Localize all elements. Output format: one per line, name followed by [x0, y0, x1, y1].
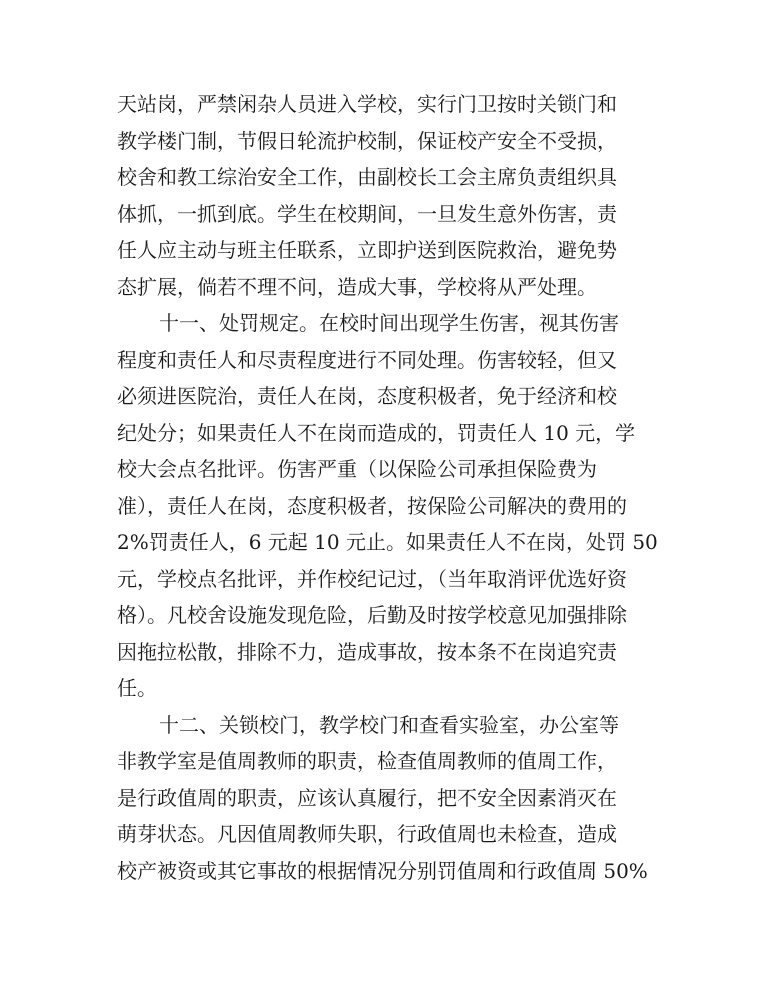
text-line: 因拖拉松散，排除不力，造成事故，按本条不在岗追究责 — [117, 639, 617, 664]
text-line: 必须进医院治，责任人在岗，态度积极者，免于经济和校 — [117, 384, 617, 408]
text-line: 任人应主动与班主任联系，立即护送到医院救治，避免势 — [117, 238, 617, 262]
text-line: 校产被资或其它事故的根据情况分别罚值周和行政值周 50% — [117, 858, 648, 883]
text-line: 格）。凡校舍设施发现危险，后勤及时按学校意见加强排除 — [117, 603, 627, 627]
text-line: 校舍和教工综治安全工作，由副校长工会主席负责组织具 — [117, 165, 617, 189]
paragraph-start-line: 十二、关锁校门，教学校门和查看实验室，办公室等 — [159, 712, 619, 737]
text-line: 教学楼门制，节假日轮流护校制，保证校产安全不受损， — [117, 128, 617, 153]
text-line: 任。 — [117, 676, 157, 700]
text-line: 校大会点名批评。伤害严重（以保险公司承担保险费为 — [117, 457, 597, 481]
text-line: 态扩展，倘若不理不问，造成大事，学校将从严处理。 — [117, 274, 597, 299]
text-line: 非教学室是值周教师的职责，检查值周教师的值周工作， — [117, 749, 617, 773]
paragraph-start-line: 十一、处罚规定。在校时间出现学生伤害，视其伤害 — [159, 311, 619, 335]
body-text — [117, 86, 657, 889]
text-line: 元，学校点名批评，并作校纪记过，（当年取消评优选好资 — [117, 566, 627, 591]
text-line: 2%罚责任人，6 元起 10 元止。如果责任人不在岗，处罚 50 — [117, 530, 658, 554]
text-line: 萌芽状态。凡因值周教师失职，行政值周也未检查，造成 — [117, 822, 617, 846]
text-line: 是行政值周的职责，应该认真履行，把不安全因素消灭在 — [117, 785, 617, 810]
text-line: 程度和责任人和尽责程度进行不同处理。伤害较轻，但又 — [117, 347, 617, 372]
text-line: 体抓，一抓到底。学生在校期间，一旦发生意外伤害，责 — [117, 201, 617, 226]
text-line: 纪处分；如果责任人不在岗而造成的，罚责任人 10 元，学 — [117, 420, 636, 445]
text-line: 准），责任人在岗，态度积极者，按保险公司解决的费用的 — [117, 493, 627, 518]
text-line: 天站岗，严禁闲杂人员进入学校，实行门卫按时关锁门和 — [117, 92, 617, 116]
